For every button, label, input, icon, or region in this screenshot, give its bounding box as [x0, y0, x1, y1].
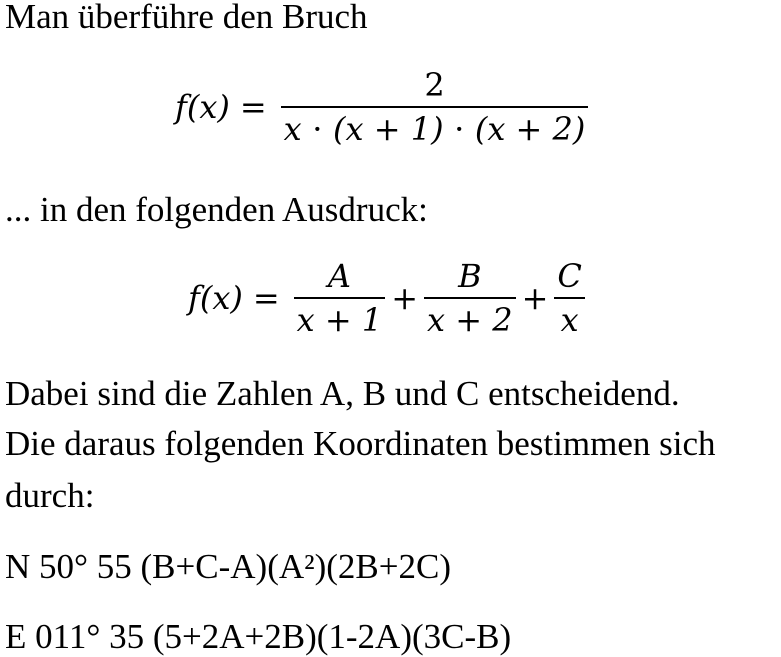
explanation-line-3: durch:: [5, 476, 95, 515]
plus-sign: +: [391, 279, 419, 317]
formula-partial-fractions: [188, 255, 589, 341]
coordinate-north: N 50° 55 (B+C-A)(A²)(2B+2C): [5, 547, 452, 586]
fraction-denominator: x ⋅ (x + 1) ⋅ (x + 2): [283, 110, 586, 148]
fraction-denominator: x: [560, 301, 579, 339]
fraction-c: [554, 255, 584, 341]
formula-original-fraction: [175, 64, 592, 150]
fraction-b: [424, 255, 516, 341]
fraction: [281, 64, 589, 150]
explanation-line-2: Die daraus folgenden Koordinaten bestimmen sich: [5, 424, 716, 463]
fraction-numerator: 2: [424, 66, 445, 104]
fraction-a: [294, 255, 386, 341]
fraction-denominator: x + 1: [296, 301, 383, 339]
intro-text: Man überführe den Bruch: [5, 0, 368, 36]
explanation-line-1: Dabei sind die Zahlen A, B und C entscheidend.: [5, 374, 680, 413]
fraction-numerator: A: [327, 257, 351, 295]
transition-text: ... in den folgenden Ausdruck:: [5, 190, 428, 229]
equals-sign: =: [252, 279, 280, 317]
formula-lhs: f(x): [188, 279, 243, 317]
fraction-numerator: B: [458, 257, 482, 295]
plus-sign: +: [521, 279, 549, 317]
fraction-numerator: C: [557, 257, 582, 295]
coordinate-east: E 011° 35 (5+2A+2B)(1-2A)(3C-B): [5, 617, 512, 656]
equals-sign: =: [239, 88, 267, 126]
fraction-denominator: x + 2: [427, 301, 513, 339]
formula-lhs: f(x): [175, 88, 230, 126]
